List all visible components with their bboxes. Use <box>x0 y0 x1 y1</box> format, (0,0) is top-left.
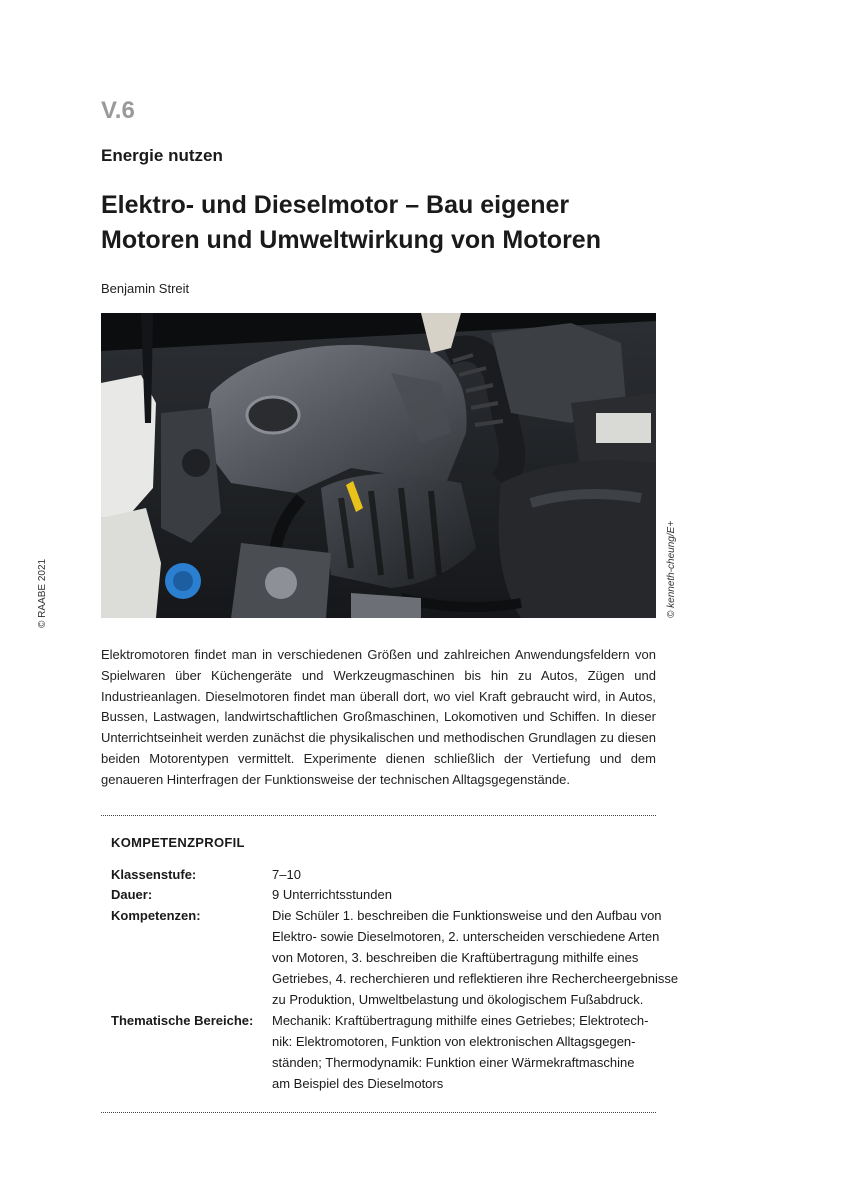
topics-line: ständen; Thermodynamik: Funktion einer Wärmekraftmaschine <box>272 1055 635 1070</box>
copyright-notice: © RAABE 2021 <box>37 558 48 628</box>
competencies-line: Die Schüler 1. beschreiben die Funktionsweise und den Aufbau von <box>272 908 662 923</box>
intro-paragraph: Elektromotoren findet man in verschiedenen Größen und zahlreichen Anwendungsfeldern von Spielwaren über Küchengeräte und Werkzeugmaschinen bis hin zu Autos, Zügen und Industrieanlagen. Dieselmotoren findet man überall dort, wo viel Kraft gebraucht wird, in Autos, Bussen, Lastwagen, landwirtschaftlichen Großmaschinen, Lokomotiven und Schiffen. In dieser Unterrichtseinheit werden zunächst die physikalischen und methodischen Grundlagen zu diesen beiden Motorentypen vermittelt. Experimente dienen schließlich der Vertiefung und dem genaueren Hinterfragen der Funktionsweise der technischen Alltagsgegenstände. <box>101 647 656 787</box>
competencies-line: von Motoren, 3. beschreiben die Kraftübertragung mithilfe eines <box>272 950 639 965</box>
grade-value: 7–10 <box>272 867 301 882</box>
title-line: Elektro- und Dieselmotor – Bau eigener <box>101 191 570 219</box>
topics-line: Mechanik: Kraftübertragung mithilfe eines Getriebes; Elektrotech- <box>272 1013 649 1028</box>
page-title <box>101 188 701 258</box>
duration-value: 9 Unterrichtsstunden <box>272 887 392 902</box>
competencies-label: Kompetenzen: <box>111 908 201 923</box>
competencies-line: Elektro- sowie Dieselmotoren, 2. unterscheiden verschiedene Arten <box>272 929 660 944</box>
topics-value <box>272 1010 657 1094</box>
profile-heading: KOMPETENZPROFIL <box>111 835 245 850</box>
engine-photo <box>101 313 656 618</box>
topics-line: am Beispiel des Dieselmotors <box>272 1076 444 1091</box>
competencies-value <box>272 905 679 1010</box>
duration-label: Dauer: <box>111 887 153 902</box>
competencies-line: Getriebes, 4. recherchieren und reflektieren ihre Rechercheergebnisse <box>272 971 679 986</box>
topics-label: Thematische Bereiche: <box>111 1013 254 1028</box>
divider-bottom <box>101 1112 656 1113</box>
author-name: Benjamin Streit <box>101 281 190 296</box>
title-line: Motoren und Umweltwirkung von Motoren <box>101 226 601 254</box>
divider-top <box>101 815 656 816</box>
section-label: V.6 <box>101 97 135 124</box>
photo-credit: © kenneth-cheung/E+ <box>666 520 677 618</box>
competencies-line: zu Produktion, Umweltbelastung und ökologischem Fußabdruck. <box>272 992 644 1007</box>
category-heading: Energie nutzen <box>101 146 223 165</box>
grade-label: Klassenstufe: <box>111 867 197 882</box>
topics-line: nik: Elektromotoren, Funktion von elektronischen Alltagsgegen- <box>272 1034 636 1049</box>
